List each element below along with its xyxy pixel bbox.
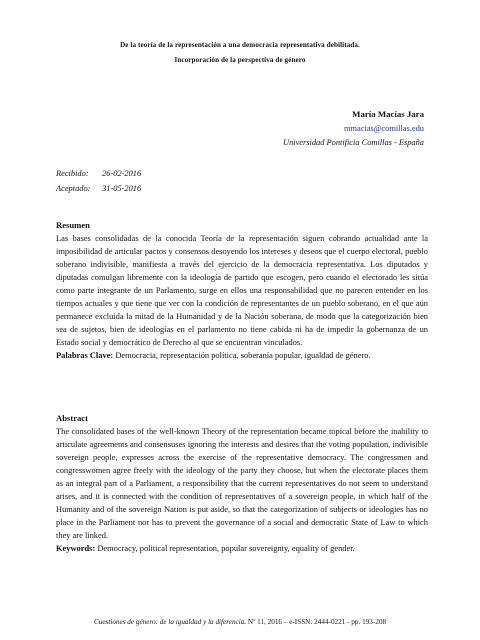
article-title-line-2: Incorporación de la perspectiva de género xyxy=(174,56,306,64)
author-name: María Macías Jara xyxy=(352,109,424,119)
abstract-keywords-label: Keywords: xyxy=(56,543,96,554)
submission-dates xyxy=(56,166,141,196)
article-title-line-1: De la teoría de la representación a una democracia representativa debilitada. xyxy=(120,41,360,49)
accepted-label: Aceptado: xyxy=(56,184,91,193)
resumen-section xyxy=(56,219,428,362)
abstract-section xyxy=(56,412,428,555)
accepted-date-row xyxy=(56,181,141,196)
abstract-keywords xyxy=(56,542,428,555)
author-affiliation: Universidad Pontificia Comillas - España xyxy=(283,138,424,147)
abstract-keywords-text: Democracy, political representation, popular sovereignty, equality of gender. xyxy=(97,543,355,554)
page-footer xyxy=(0,617,480,627)
author-email-link[interactable]: mmacias@comillas.edu xyxy=(343,124,424,133)
abstract-body: The consolidated bases of the well-known Theory of the representation became topical before the inability to articulate agreements and consensuses ignoring the interests and desires that the voting population, indivisible sovereign people, expresses across the exercise of the representative democracy. The congressmen and congresswomen agree freely with the ideology of the party they choose, but when the electorate places them as an integral part of a Parliament, a responsibility that the current representatives do not seem to understand arises, and it is connected with the condition of representatives of a sovereign people, in which half of the Humanity and of the sovereign Nation is put aside, so that the categorization of subjects or ideologies has no place in the Parliament nor has to prevent the governance of a social and democratic State of Law to which they are linked. xyxy=(56,426,428,541)
received-label: Recibido: xyxy=(56,169,89,178)
resumen-keywords xyxy=(56,349,428,362)
abstract-heading: Abstract xyxy=(56,413,88,423)
accepted-date: 31-05-2016 xyxy=(102,184,142,193)
resumen-keywords-label: Palabras Clave: xyxy=(56,350,114,361)
received-date-row xyxy=(56,166,141,181)
received-date: 26-02-2016 xyxy=(102,169,142,178)
footer-details: Nº 11, 2016 – e-ISSN: 2444-0221 - pp. 193-208 xyxy=(247,618,387,626)
resumen-heading: Resumen xyxy=(56,220,90,230)
resumen-body: Las bases consolidadas de la conocida Teoría de la representación siguen cobrando actualidad ante la imposibilidad de articular pactos y consensos desoyendo los intereses y deseos que el cuerpo electoral, pueblo soberano indivisible, manifiesta a través del ejercicio de la democracia representativa. Los diputados y diputadas comulgan libremente con la ideología de partido que escogen, pero cuando el electorado les sitúa como parte integrante de un Parlamento, surge en ellos una responsabilidad que no parecen entender en los tiempos actuales y que tiene que ver con la condición de representantes de un pueblo soberano, en el que aún permanece excluida la mitad de la Humanidad y de la Nación soberana, de modo que la categorización bien sea de sujetos, bien de ideologías en el parlamento no tiene cabida ni ha de impedir la gobernanza de un Estado social y democrático de Derecho al que se encuentran vinculados. xyxy=(56,233,428,348)
footer-journal: Cuestiones de género: de la igualdad y la diferencia. xyxy=(93,618,247,626)
author-block xyxy=(283,106,424,150)
article-title xyxy=(48,38,432,68)
resumen-keywords-text: Democracia, representación política, soberanía popular, igualdad de género. xyxy=(115,350,371,361)
